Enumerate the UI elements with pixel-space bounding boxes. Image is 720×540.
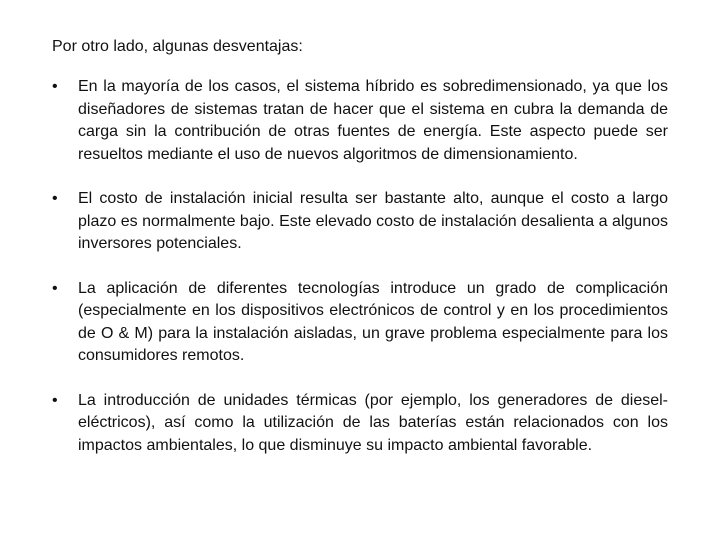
heading: Por otro lado, algunas desventajas: xyxy=(52,38,303,55)
bullet-marker-icon: • xyxy=(52,279,58,297)
bullet-marker-icon: • xyxy=(52,190,58,207)
bullet-marker-icon: • xyxy=(52,78,58,95)
bullet-text: La aplicación de diferentes tecnologías introduce un grado de complicación (especialmente en los dispositivos electrónicos de control y en los procedimientos de O & M) para la instalación aisladas, un grave problema especialmente para los consumidores remotos. xyxy=(78,279,668,364)
bullet-text: La introducción de unidades térmicas (por ejemplo, los generadores de diesel-eléctricos), así como la utilización de las baterías están relacionados con los impactos ambientales, lo que disminuye su impacto ambiental favorable. xyxy=(78,391,668,454)
bullet-item xyxy=(52,278,668,368)
bullet-list xyxy=(52,76,668,479)
bullet-text: En la mayoría de los casos, el sistema híbrido es sobredimensionado, ya que los diseñadores de sistemas tratan de hacer que el sistema en cubra la demanda de carga sin la contribución de otras fuentes de energía. Este aspecto puede ser resueltos mediante el uso de nuevos algoritmos de dimensionamiento. xyxy=(78,78,668,163)
bullet-item xyxy=(52,390,668,458)
bullet-item xyxy=(52,76,668,166)
bullet-item xyxy=(52,188,668,256)
bullet-text: El costo de instalación inicial resulta ser bastante alto, aunque el costo a largo plazo es normalmente bajo. Este elevado costo de instalación desalienta a algunos inversores potenciales. xyxy=(78,190,668,252)
bullet-marker-icon: • xyxy=(52,391,58,409)
